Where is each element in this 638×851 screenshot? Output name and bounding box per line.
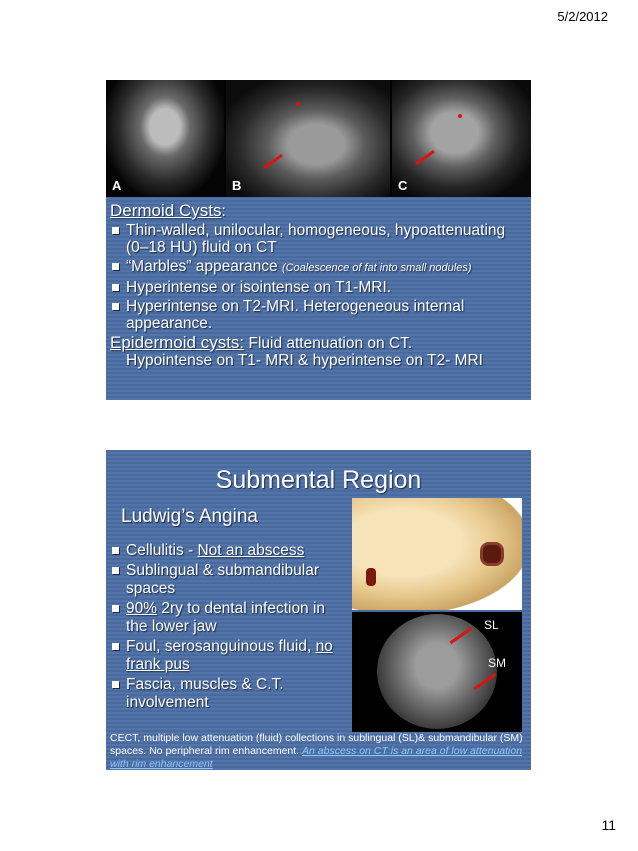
epidermoid-heading: Epidermoid cysts: <box>110 333 245 352</box>
list-item <box>110 279 525 296</box>
page-number: 11 <box>601 817 616 833</box>
wound-mark <box>480 542 504 566</box>
square-bullet-icon <box>112 263 119 270</box>
slide-caption <box>110 732 527 770</box>
list-item <box>110 542 350 560</box>
red-arrow-icon <box>263 154 283 169</box>
list-item <box>110 562 350 598</box>
bullet-text: Fascia, muscles & C.T. involvement <box>126 676 284 711</box>
image-label-b: B <box>232 178 242 193</box>
square-bullet-icon <box>112 547 119 554</box>
ct-label-sl: SL <box>484 618 499 632</box>
square-bullet-icon <box>112 643 119 650</box>
marker-dot <box>458 114 462 118</box>
ludwig-bullet-list <box>110 542 350 714</box>
marker-dot <box>296 102 300 106</box>
underlined-text: Not an abscess <box>197 542 305 559</box>
header-date: 5/2/2012 <box>557 9 608 24</box>
underlined-text: no frank pus <box>126 638 333 673</box>
image-label-a: A <box>112 178 122 193</box>
slide-dermoid-cysts <box>106 80 531 400</box>
list-item <box>110 298 525 332</box>
bullet-text: “Marbles” appearance <box>126 258 278 275</box>
mri-scan-image-c <box>392 80 531 197</box>
ct-scan-image-a <box>106 80 224 197</box>
square-bullet-icon <box>112 567 119 574</box>
ct-scan-image <box>352 612 522 732</box>
bullet-text: Sublingual & submandibular spaces <box>126 562 320 597</box>
list-item <box>110 676 350 712</box>
dermoid-heading: Dermoid Cysts <box>110 201 222 220</box>
wound-mark <box>366 568 376 586</box>
list-item <box>110 258 525 277</box>
dermoid-bullet-list <box>110 222 525 332</box>
square-bullet-icon <box>112 227 119 234</box>
square-bullet-icon <box>112 681 119 688</box>
mri-scan-image-b <box>226 80 390 197</box>
image-label-c: C <box>398 178 408 193</box>
ct-label-sm: SM <box>488 656 506 670</box>
square-bullet-icon <box>112 284 119 291</box>
epidermoid-text: Fluid attenuation on CT. <box>244 335 413 352</box>
bullet-text: Thin-walled, unilocular, homogeneous, hypoattenuating (0–18 HU) fluid on CT <box>126 222 506 256</box>
epidermoid-line <box>110 334 525 352</box>
heading-colon: : <box>221 203 226 220</box>
bullet-text: Hyperintense or isointense on T1-MRI. <box>126 279 392 296</box>
bullet-text: Foul, serosanguinous fluid, <box>126 638 316 655</box>
clinical-photo <box>352 498 522 610</box>
bullet-text: 2ry to dental infection in the lower jaw <box>126 600 326 635</box>
bullet-text: Cellulitis - <box>126 542 198 559</box>
slide-submental-region <box>106 450 531 770</box>
scan-image-row <box>106 80 531 197</box>
list-item <box>110 222 525 256</box>
list-item <box>110 638 350 674</box>
slide-title: Submental Region <box>215 466 422 494</box>
caption-text: CECT, multiple low attenuation (fluid) collections in sublingual (SL)& submandibular (SM) spaces. No peripheral rim enhancement. <box>110 732 523 757</box>
list-item <box>110 600 350 636</box>
ct-cross-section <box>377 614 497 729</box>
square-bullet-icon <box>112 605 119 612</box>
dermoid-text-block <box>110 202 525 369</box>
square-bullet-icon <box>112 303 119 310</box>
underlined-text: 90% <box>126 600 158 617</box>
caption-link[interactable]: An abscess on CT is an area of low attenuation with rim enhancement <box>110 745 523 770</box>
marbles-note: (Coalescence of fat into small nodules) <box>281 262 472 274</box>
red-arrow-icon <box>415 150 435 165</box>
epidermoid-line-2: Hypointense on T1- MRI & hyperintense on T2- MRI <box>126 352 483 369</box>
slide-subtitle: Ludwig’s Angina <box>121 506 258 527</box>
bullet-text: Hyperintense on T2-MRI. Heterogeneous internal appearance. <box>126 298 465 332</box>
